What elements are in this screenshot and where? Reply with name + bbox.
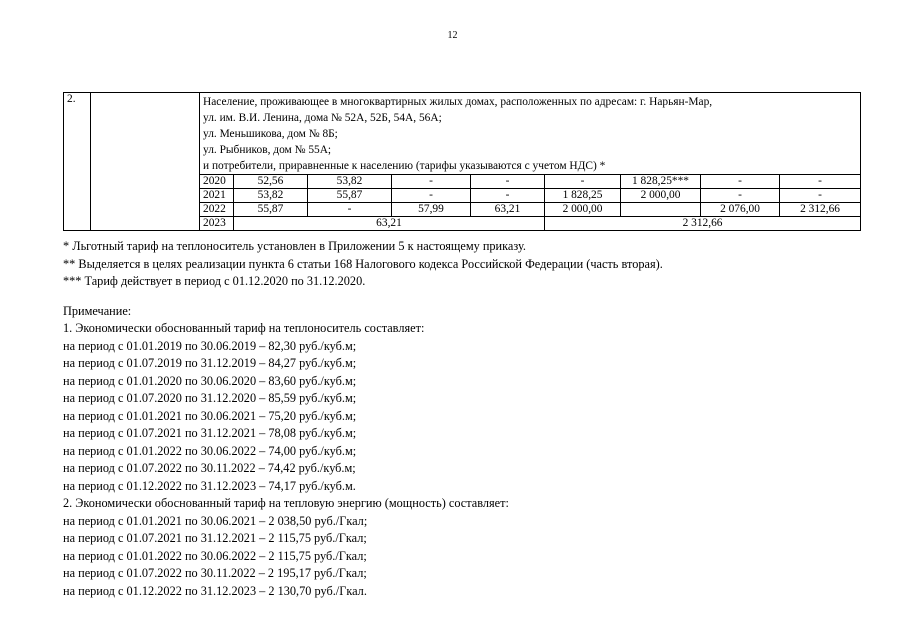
value-cell: - [545,175,621,189]
spacer [63,291,863,303]
note-line: на период с 01.07.2019 по 31.12.2019 – 84,27 руб./куб.м; [63,356,357,370]
description-line: и потребители, приравненные к населению (тарифы указываются с учетом НДС) * [203,160,606,172]
note-line: на период с 01.01.2021 по 30.06.2021 – 75,20 руб./куб.м; [63,408,357,423]
value-cell: 2 312,66 [780,203,861,217]
note-line: на период с 01.07.2022 по 30.11.2022 – 74,42 руб./куб.м; [63,461,356,475]
value-cell: 52,56 [234,175,308,189]
tariff-table [63,92,861,231]
note-line: на период с 01.01.2022 по 30.06.2022 – 74,00 руб./куб.м; [63,443,357,458]
value-cell: 55,87 [234,203,308,217]
footnote: ** Выделяется в целях реализации пункта 6 статьи 168 Налогового кодекса Российской Федерации (часть вторая). [63,256,663,271]
note-line: на период с 01.12.2022 по 31.12.2023 – 74,17 руб./куб.м. [63,478,356,493]
note-line: на период с 01.01.2022 по 30.06.2022 – 2 115,75 руб./Гкал; [63,548,367,563]
value-cell: - [392,175,471,189]
empty-name-cell [91,93,200,231]
value-cell: - [308,203,392,217]
note-line: на период с 01.07.2021 по 31.12.2021 – 78,08 руб./куб.м; [63,426,357,440]
value-cell: 63,21 [471,203,545,217]
note-line: на период с 01.07.2020 по 31.12.2020 – 85,59 руб./куб.м; [63,391,357,405]
description-line: Население, проживающее в многоквартирных жилых домах, расположенных по адресам: г. Нарьян-Мар, [203,96,713,108]
footnote: *** Тариф действует в период с 01.12.2020 по 31.12.2020. [63,274,366,288]
value-cell: - [701,175,780,189]
value-cell-merged: 63,21 [234,217,545,231]
row-number-cell: 2. [64,93,91,231]
value-cell: - [471,189,545,203]
note-line: на период с 01.07.2022 по 30.11.2022 – 2 195,17 руб./Гкал; [63,566,367,580]
year-cell: 2023 [200,217,234,231]
note-line: на период с 01.12.2022 по 31.12.2023 – 2 130,70 руб./Гкал. [63,583,367,598]
value-cell: 2 000,00 [545,203,621,217]
notes-block [63,238,863,600]
footnote: * Льготный тариф на теплоноситель установлен в Приложении 5 к настоящему приказу. [63,239,526,253]
notes-title: Примечание: [63,303,132,318]
description-line: ул. Рыбников, дом № 55А; [203,144,332,156]
value-cell: 55,87 [308,189,392,203]
value-cell: 53,82 [234,189,308,203]
description-line: ул. им. В.И. Ленина, дома № 52А, 52Б, 54А, 56А; [203,112,442,124]
value-cell [621,203,701,217]
note-item-title: 2. Экономически обоснованный тариф на тепловую энергию (мощность) составляет: [63,496,509,510]
note-line: на период с 01.01.2020 по 30.06.2020 – 83,60 руб./куб.м; [63,373,357,388]
year-cell: 2021 [200,189,234,203]
value-cell: - [471,175,545,189]
note-line: на период с 01.01.2019 по 30.06.2019 – 82,30 руб./куб.м; [63,338,357,353]
value-cell: - [780,175,861,189]
page-number: 12 [447,30,458,41]
note-line: на период с 01.01.2021 по 30.06.2021 – 2 038,50 руб./Гкал; [63,513,368,528]
value-cell: 57,99 [392,203,471,217]
value-cell: - [392,189,471,203]
year-cell: 2020 [200,175,234,189]
description-line: ул. Меньшикова, дом № 8Б; [203,128,338,140]
description-cell [200,93,861,175]
note-item-title: 1. Экономически обоснованный тариф на теплоноситель составляет: [63,321,425,335]
value-cell-merged: 2 312,66 [545,217,861,231]
value-cell: 2 000,00 [621,189,701,203]
value-cell: - [701,189,780,203]
value-cell: 1 828,25*** [621,175,701,189]
value-cell: 1 828,25 [545,189,621,203]
table-row-description [64,93,861,175]
note-line: на период с 01.07.2021 по 31.12.2021 – 2 115,75 руб./Гкал; [63,531,367,545]
value-cell: - [780,189,861,203]
year-cell: 2022 [200,203,234,217]
value-cell: 2 076,00 [701,203,780,217]
value-cell: 53,82 [308,175,392,189]
